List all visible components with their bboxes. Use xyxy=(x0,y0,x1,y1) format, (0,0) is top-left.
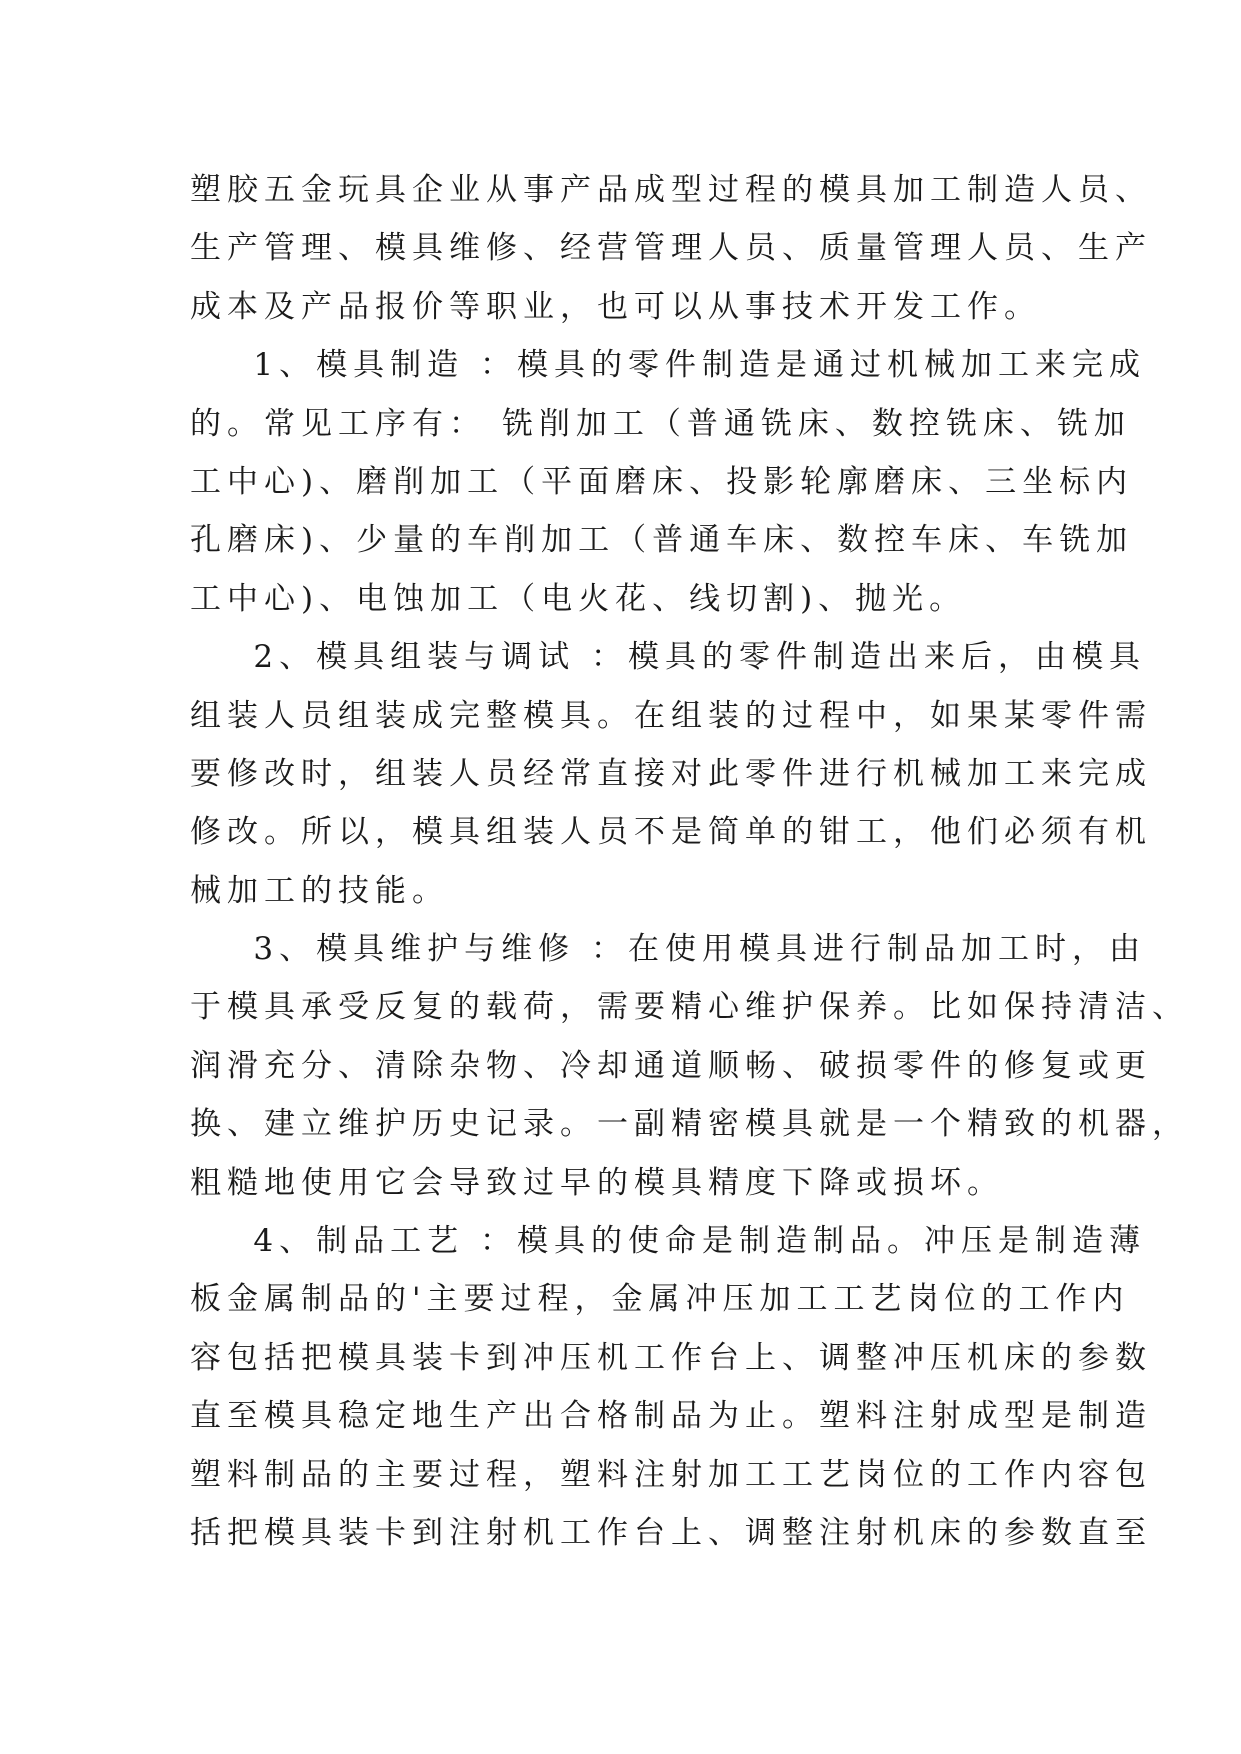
text-line: 括把模具装卡到注射机工作台上、调整注射机床的参数直至 xyxy=(190,1514,1152,1551)
text-line: 组装人员组装成完整模具。在组装的过程中，如果某零件需 xyxy=(190,697,1152,734)
text-line: 械加工的技能。 xyxy=(190,872,449,909)
text-line: 容包括把模具装卡到冲压机工作台上、调整冲压机床的参数 xyxy=(190,1339,1152,1376)
text-line: 工中心)、电蚀加工（电火花、线切割)、抛光。 xyxy=(190,580,967,617)
text-line: 粗糙地使用它会导致过早的模具精度下降或损坏。 xyxy=(190,1164,1004,1201)
text-line: 要修改时，组装人员经常直接对此零件进行机械加工来完成 xyxy=(190,755,1152,792)
text-line: 1、模具制造 ：模具的零件制造是通过机械加工来完成 xyxy=(190,347,1146,384)
text-line: 润滑充分、清除杂物、冷却通道顺畅、破损零件的修复或更 xyxy=(190,1047,1152,1084)
text-line: 塑料制品的主要过程，塑料注射加工工艺岗位的工作内容包 xyxy=(190,1456,1152,1493)
text-line: 3、模具维护与维修 ：在使用模具进行制品加工时，由 xyxy=(190,931,1146,968)
text-line: 板金属制品的'主要过程，金属冲压加工工艺岗位的工作内 xyxy=(190,1281,1130,1318)
text-line: 塑胶五金玩具企业从事产品成型过程的模具加工制造人员、 xyxy=(190,172,1152,208)
text-line: 于模具承受反复的载荷，需要精心维护保养。比如保持清洁、 xyxy=(190,989,1189,1026)
text-line: 4、制品工艺 ：模具的使命是制造制品。冲压是制造薄 xyxy=(190,1223,1146,1260)
text-line: 直至模具稳定地生产出合格制品为止。塑料注射成型是制造 xyxy=(190,1398,1152,1435)
text-line: 生产管理、模具维修、经营管理人员、质量管理人员、生产 xyxy=(190,230,1152,267)
text-line: 孔磨床)、少量的车削加工（普通车床、数控车床、车铣加 xyxy=(190,522,1134,559)
text-line: 成本及产品报价等职业，也可以从事技术开发工作。 xyxy=(190,288,1041,325)
text-line: 的。常见工序有： 铣削加工（普通铣床、数控铣床、铣加 xyxy=(190,405,1131,442)
text-line: 2、模具组装与调试 ：模具的零件制造出来后，由模具 xyxy=(190,639,1146,676)
text-line: 修改。所以，模具组装人员不是简单的钳工，他们必须有机 xyxy=(190,814,1152,851)
text-line: 换、建立维护历史记录。一副精密模具就是一个精致的机器， xyxy=(190,1106,1189,1143)
document-body xyxy=(190,161,1189,1562)
text-line: 工中心)、磨削加工（平面磨床、投影轮廓磨床、三坐标内 xyxy=(190,463,1134,500)
